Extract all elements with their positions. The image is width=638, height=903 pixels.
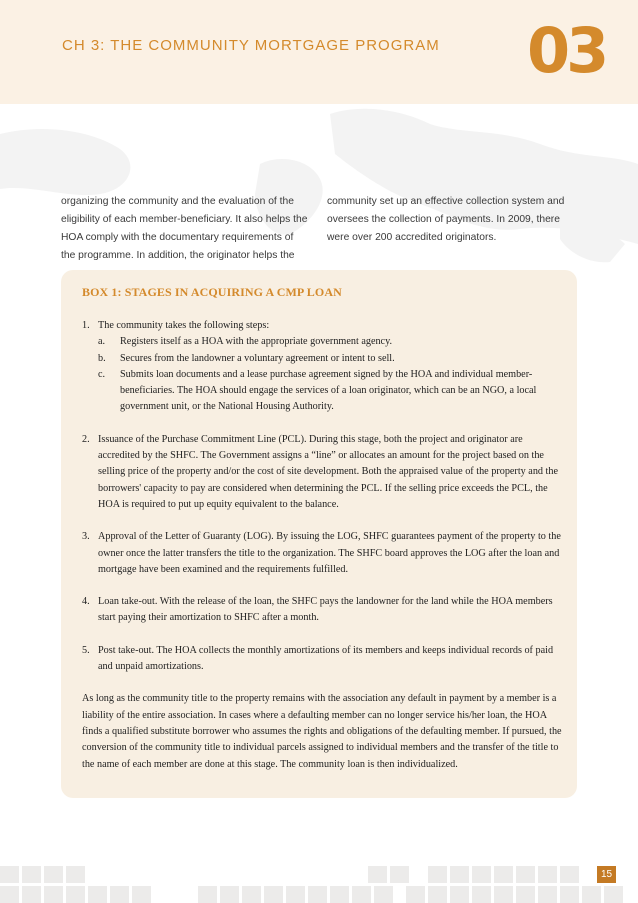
- step-4: [82, 594, 562, 627]
- step-text: Loan take-out. With the release of the loan, the SHFC pays the landowner for the land while the HOA members start paying their amortization to SHFC after a month.: [98, 596, 553, 624]
- intro-text-left: organizing the community and the evaluation of the eligibility of each member-beneficiary. It also helps the HOA comply with the documentary requirements of the programme. In addition, the originator helps the: [61, 196, 308, 261]
- step-5: [82, 643, 562, 676]
- chapter-title: CH 3: THE COMMUNITY MORTGAGE PROGRAM: [62, 37, 440, 54]
- step-number: 5.: [82, 644, 90, 656]
- sub-step-text: Registers itself as a HOA with the appropriate government agency.: [120, 336, 393, 348]
- sub-step-text: Secures from the landowner a voluntary agreement or intent to sell.: [120, 352, 395, 364]
- sub-step-b: [98, 351, 562, 367]
- step-number: 1.: [82, 320, 90, 331]
- box-title: BOX 1: STAGES IN ACQUIRING A CMP LOAN: [82, 285, 342, 299]
- step-number: 3.: [82, 531, 90, 543]
- step-number: 2.: [82, 433, 90, 445]
- sub-step-letter: b.: [98, 352, 106, 364]
- sub-step-letter: a.: [98, 336, 106, 348]
- sub-step-text: Submits loan documents and a lease purchase agreement signed by the HOA and individual member-beneficiaries. The HOA should engage the services of a loan originator, which can be an NGO, a local government unit, or the National Housing Authority.: [120, 368, 537, 413]
- sub-step-c: [98, 367, 562, 416]
- step-1: [82, 318, 562, 416]
- step-text: Approval of the Letter of Guaranty (LOG). By issuing the LOG, SHFC guarantees payment of the property to the owner once the latter transfers the title to the organization. The SHFC board approves the LOG after the loan and mortgage have been examined and the requirements fulfilled.: [98, 531, 561, 575]
- step-3: [82, 529, 562, 578]
- box-body: [82, 318, 562, 773]
- box-closing-paragraph: As long as the community title to the property remains with the association any default in payment by a member is a liability of the entire association. In cases where a defaulting member can no longer service his/her loan, the HOA finds a qualified substitute borrower who assumes the rights and obligations of the defaulting member. If pursued, the conversion of the community title to individual parcels assigned to individual members and the transfer of the title to the name of each member are done at this stage. The community loan is then individualized.: [82, 693, 562, 770]
- step-text: The community takes the following steps:: [98, 320, 270, 331]
- intro-text-right: community set up an effective collection system and oversees the collection of payments. In 2009, there were over 200 accredited originators.: [327, 196, 565, 243]
- sub-step-a: [98, 334, 562, 350]
- chapter-number: 03: [527, 14, 606, 87]
- step-number: 4.: [82, 596, 90, 608]
- step-text: Issuance of the Purchase Commitment Line (PCL). During this stage, both the project and originator are accredited by the SHFC. The Government assigns a “line” or allocates an amount for the project based on the selling price of the property and/or the cost of site development. Both the appraised value of the property and the borrowers' capacity to pay are considered when determining the PCL. If the selling price exceeds the PCL, the HOA is required to put up equity equivalent to the balance.: [98, 433, 558, 510]
- step-2: [82, 432, 562, 513]
- sub-step-letter: c.: [98, 368, 106, 380]
- page-number: 15: [597, 866, 616, 883]
- step-text: Post take-out. The HOA collects the monthly amortizations of its members and keeps individual records of paid and unpaid amortizations.: [98, 644, 554, 673]
